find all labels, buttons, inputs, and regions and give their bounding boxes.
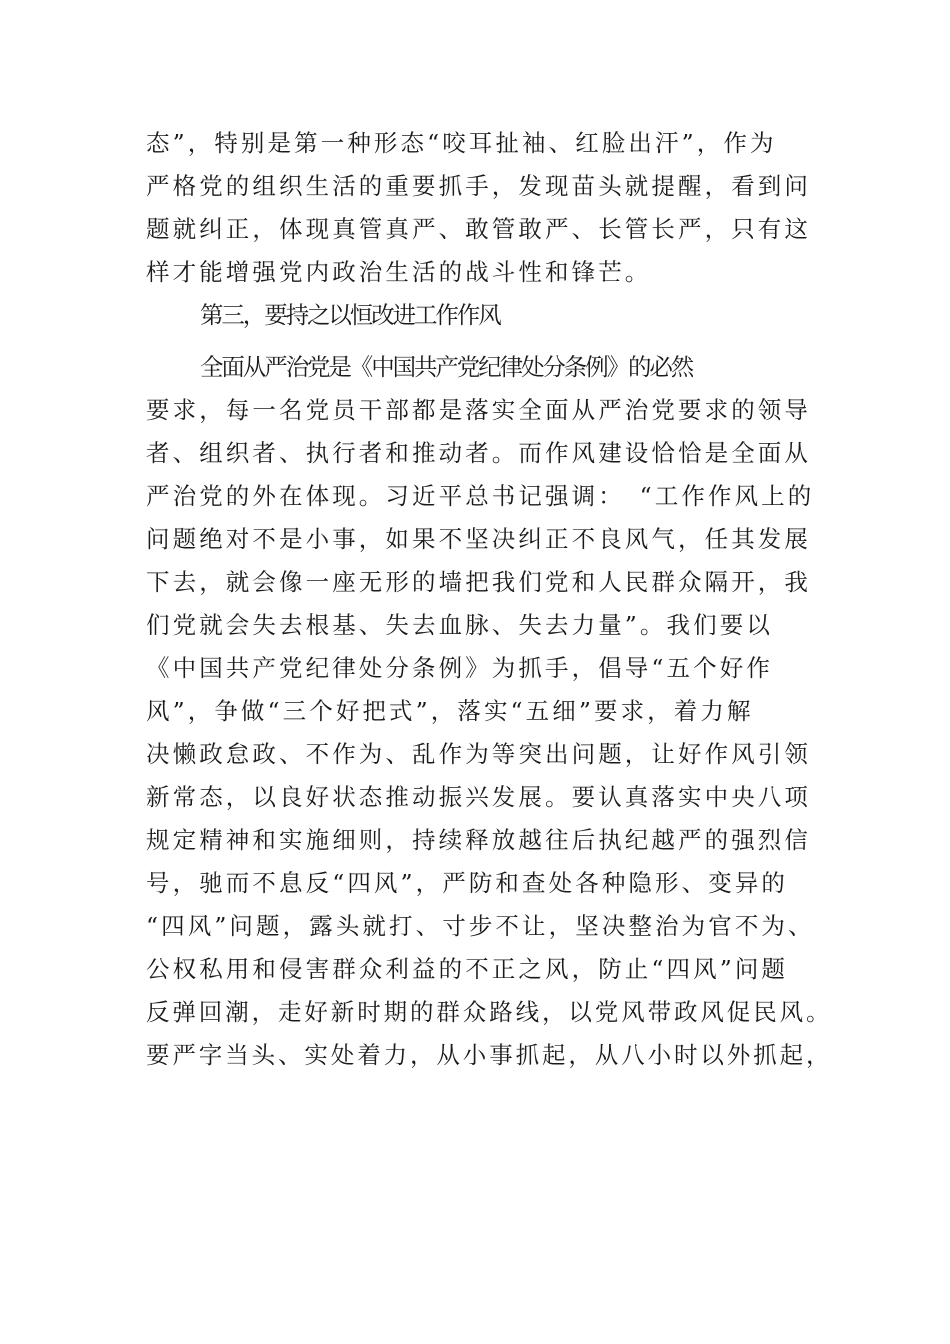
section-heading: 第三，要持之以恒改进工作作风 [200, 301, 500, 329]
text-line: 规定精神和实施细则，持续释放越往后执纪越严的强烈信 [146, 826, 811, 854]
text-line: 要严字当头、实处着力，从小事抓起，从八小时以外抓起， [146, 1041, 833, 1069]
text-line: 反弹回潮，走好新时期的群众路线，以党风带政风促民风。 [146, 998, 833, 1026]
text-line: 要求，每一名党员干部都是落实全面从严治党要求的领导 [146, 396, 811, 424]
text-line: 样才能增强党内政治生活的战斗性和锋芒。 [146, 258, 652, 286]
text-line: 号，驰而不息反“四风”，严防和查处各种隐形、变异的 [146, 869, 789, 897]
text-line: 们党就会失去根基、失去血脉、失去力量”。我们要以 [146, 611, 773, 639]
text-line: 新常态，以良好状态推动振兴发展。要认真落实中央八项 [146, 783, 811, 811]
text-line: 下去，就会像一座无形的墙把我们党和人民群众隔开，我 [146, 568, 811, 596]
text-line: 风”，争做“三个好把式”，落实“五细”要求，着力解 [146, 697, 754, 725]
text-line: 严格党的组织生活的重要抓手，发现苗头就提醒，看到问 [146, 172, 811, 200]
text-line: 态”，特别是第一种形态“咬耳扯袖、红脸出汗”，作为 [146, 129, 777, 157]
text-line: 《中国共产党纪律处分条例》为抓手，倡导“五个好作 [146, 654, 773, 682]
text-line: “四风”问题，露头就打、寸步不让，坚决整治为官不为、 [146, 912, 815, 940]
text-line: 严治党的外在体现。习近平总书记强调： “工作作风上的 [146, 482, 815, 510]
text-line: 决懒政怠政、不作为、乱作为等突出问题，让好作风引领 [146, 740, 811, 768]
text-line: 题就纠正，体现真管真严、敢管敢严、长管长严，只有这 [146, 215, 811, 243]
text-line: 问题绝对不是小事，如果不坚决纠正不良风气，任其发展 [146, 525, 811, 553]
text-line: 公权私用和侵害群众利益的不正之风，防止“四风”问题 [146, 955, 789, 983]
text-line: 全面从严治党是《中国共产党纪律处分条例》的必然 [200, 353, 693, 381]
text-line: 者、组织者、执行者和推动者。而作风建设恰恰是全面从 [146, 439, 811, 467]
